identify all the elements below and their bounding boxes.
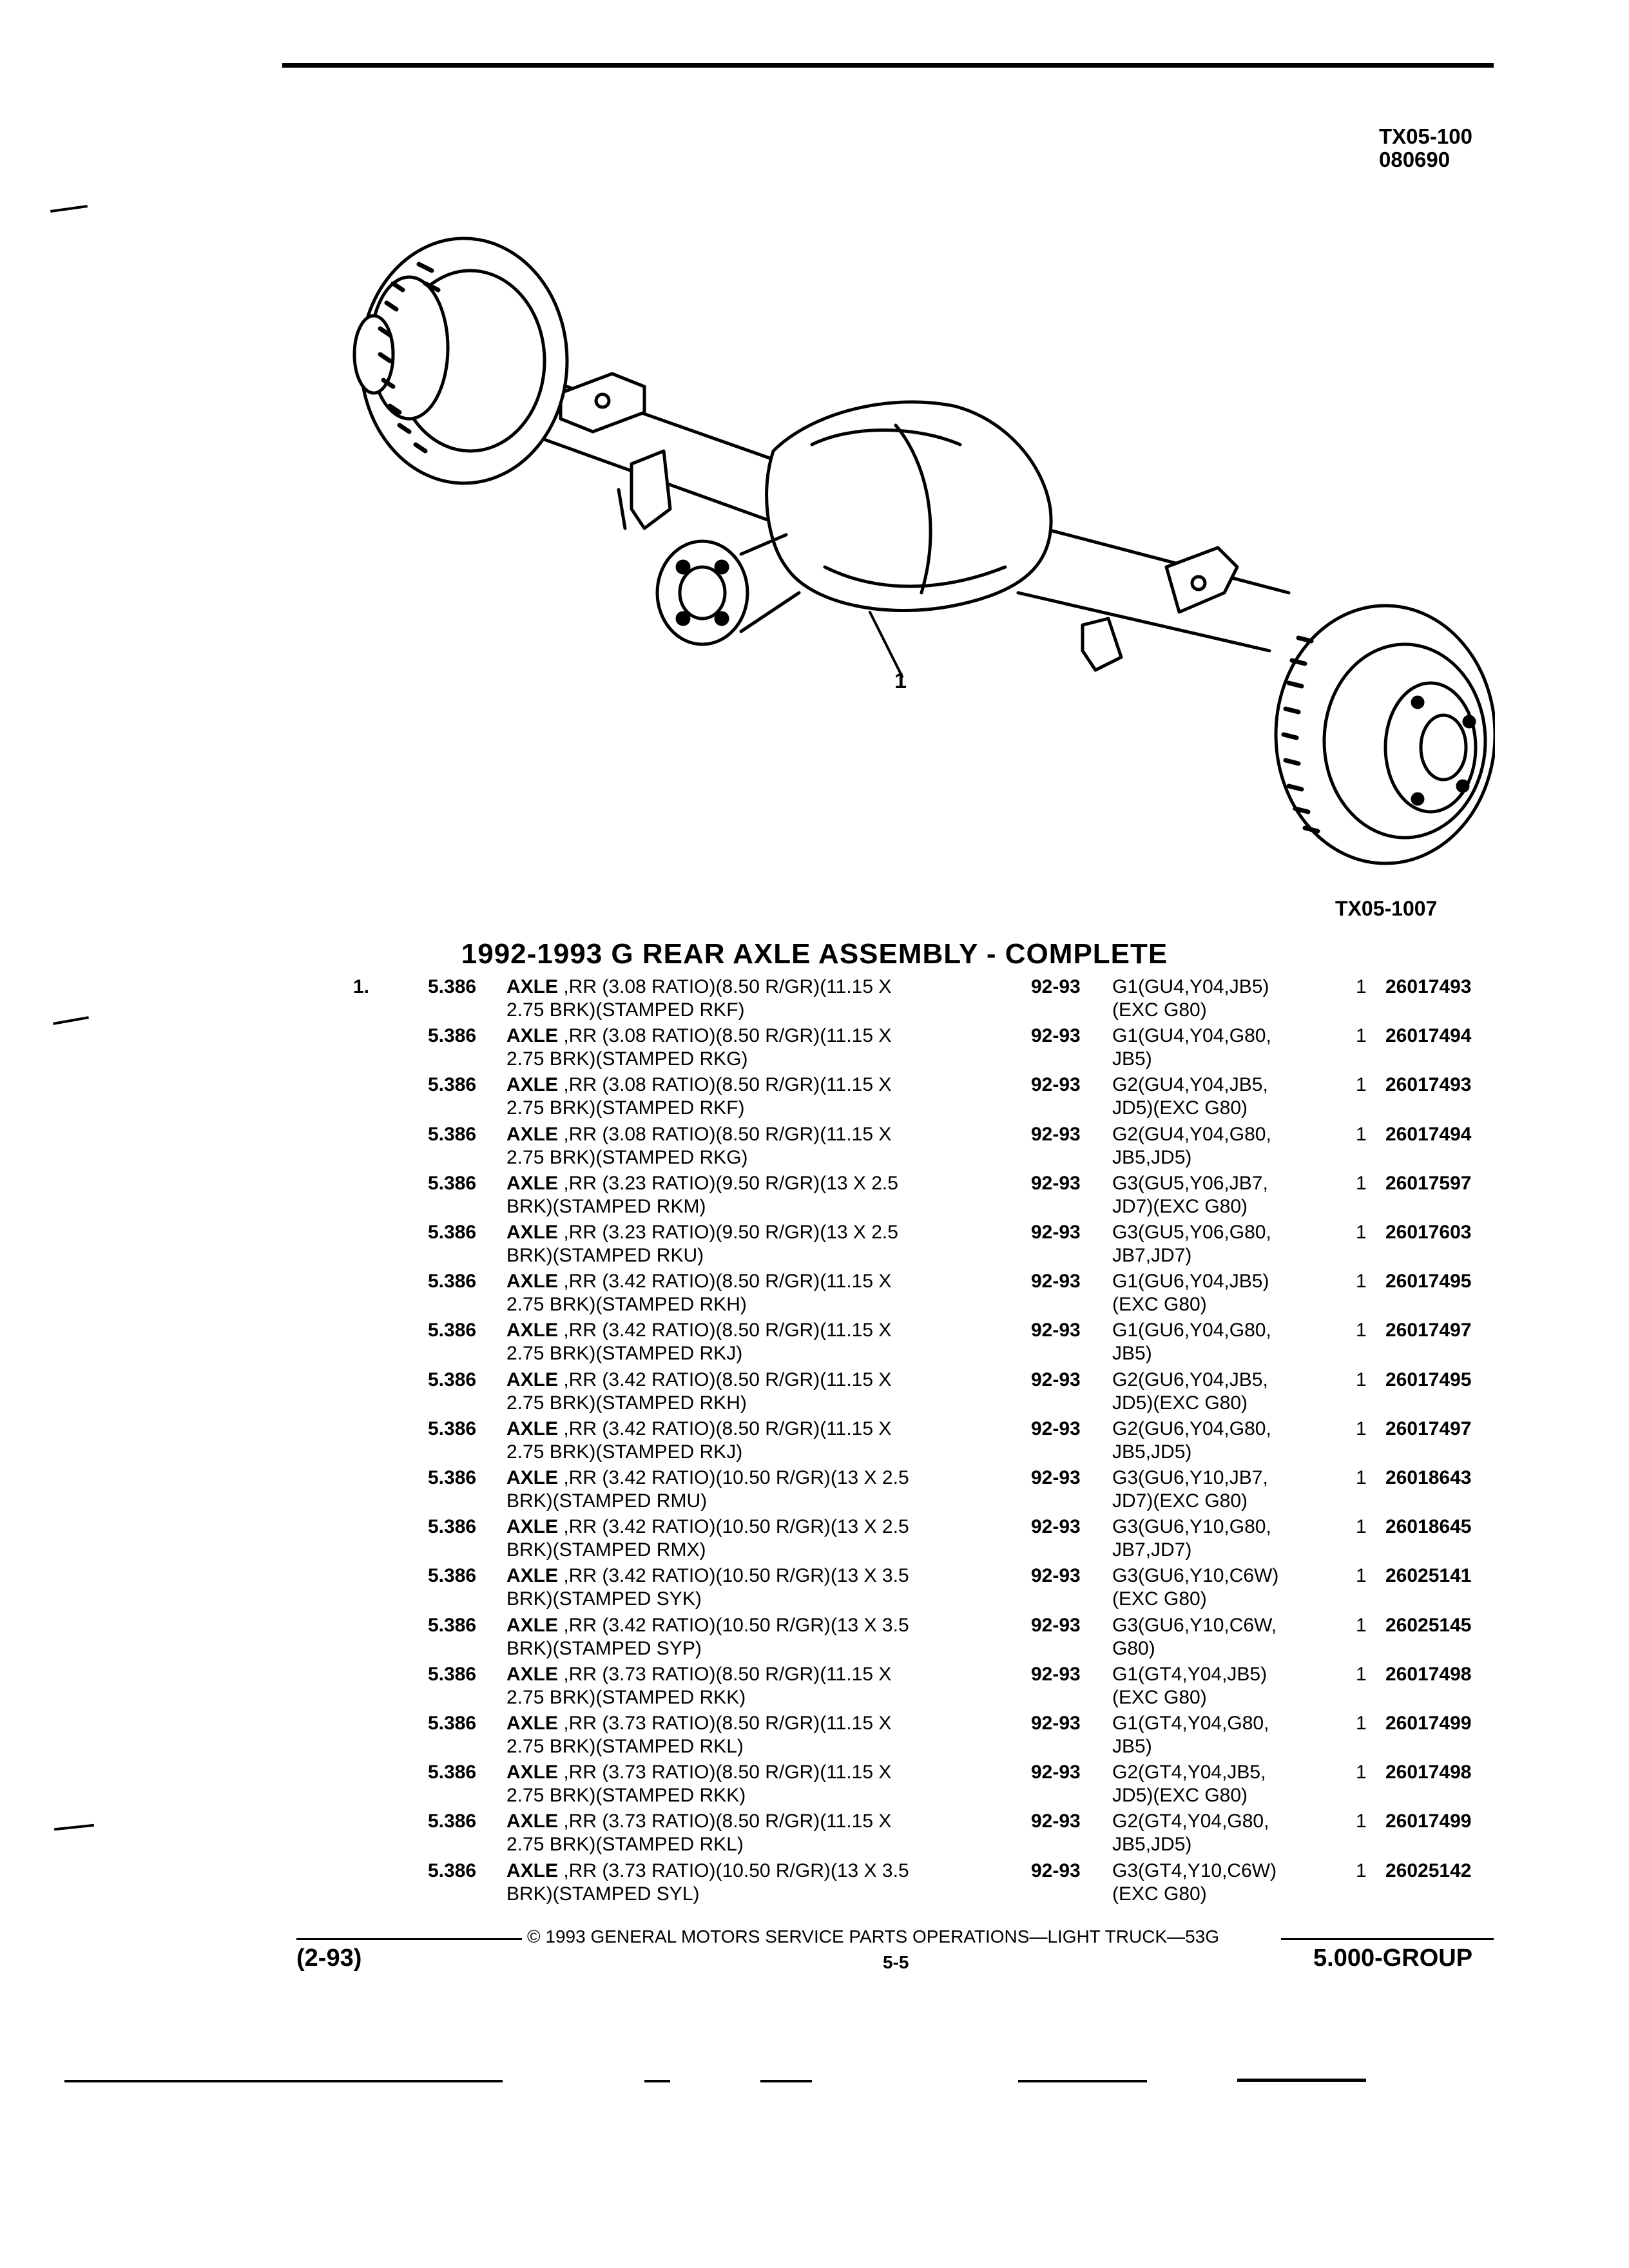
group-number: 5.386 [428, 1025, 477, 1047]
group-number: 5.386 [428, 1565, 477, 1587]
part-number: 26018643 [1385, 1467, 1472, 1488]
figure-id: TX05-1007 [1335, 897, 1438, 920]
usage-line-2: JB5,JD5) [1112, 1146, 1192, 1168]
usage-line-1: G2(GU4,Y04,G80, [1112, 1123, 1271, 1145]
model-years: 92-93 [1031, 976, 1081, 997]
part-number: 26017495 [1385, 1271, 1472, 1293]
model-years: 92-93 [1031, 1860, 1081, 1881]
usage-line-1: G2(GU6,Y04,JB5, [1112, 1369, 1268, 1390]
parts-row [0, 1172, 1629, 1221]
part-description [506, 1270, 1009, 1293]
parts-row [0, 975, 1629, 1024]
usage-line-2: JB7,JD7) [1112, 1539, 1192, 1561]
description-line-1: ,RR (3.08 RATIO)(8.50 R/GR)(11.15 X [558, 1123, 892, 1145]
description-line-2: BRK)(STAMPED SYL) [506, 1883, 700, 1905]
usage-line-1: G1(GT4,Y04,G80, [1112, 1713, 1269, 1734]
usage-line-1: G1(GU6,Y04,JB5) [1112, 1271, 1269, 1293]
quantity: 1 [1356, 1025, 1367, 1047]
bottom-rule [1018, 2080, 1147, 2082]
model-years: 92-93 [1031, 1222, 1081, 1243]
date-code: (2-93) [296, 1945, 362, 1972]
part-description [506, 1614, 1009, 1637]
description-line-1: ,RR (3.08 RATIO)(8.50 R/GR)(11.15 X [558, 976, 892, 997]
part-name: AXLE [506, 1172, 559, 1194]
usage-line-1: G1(GU4,Y04,JB5) [1112, 976, 1269, 997]
group-number: 5.386 [428, 1516, 477, 1538]
part-name: AXLE [506, 1811, 559, 1832]
group-label: 5.000-GROUP [1313, 1945, 1473, 1972]
part-number: 26017495 [1385, 1369, 1472, 1390]
group-number: 5.386 [428, 1467, 477, 1488]
usage-line-2: (EXC G80) [1112, 1294, 1207, 1316]
description-line-2: 2.75 BRK)(STAMPED RKH) [506, 1294, 747, 1316]
quantity: 1 [1356, 1713, 1367, 1734]
quantity: 1 [1356, 1123, 1367, 1145]
margin-mark [50, 205, 88, 213]
part-name: AXLE [506, 1614, 559, 1636]
part-name: AXLE [506, 976, 559, 997]
quantity: 1 [1356, 1811, 1367, 1832]
usage-line-2: JB7,JD7) [1112, 1245, 1192, 1266]
description-line-1: ,RR (3.42 RATIO)(8.50 R/GR)(11.15 X [558, 1320, 892, 1341]
part-name: AXLE [506, 1418, 559, 1439]
top-rule [282, 63, 1494, 68]
quantity: 1 [1356, 1172, 1367, 1194]
description-line-2: 2.75 BRK)(STAMPED RKJ) [506, 1441, 743, 1463]
usage-line-1: G2(GU4,Y04,JB5, [1112, 1074, 1268, 1096]
group-number: 5.386 [428, 1074, 477, 1096]
model-years: 92-93 [1031, 1074, 1081, 1096]
description-line-1: ,RR (3.73 RATIO)(8.50 R/GR)(11.15 X [558, 1663, 892, 1685]
group-number: 5.386 [428, 1811, 477, 1832]
part-description [506, 1172, 1009, 1195]
quantity: 1 [1356, 1074, 1367, 1096]
model-years: 92-93 [1031, 1172, 1081, 1194]
part-name: AXLE [506, 1025, 559, 1047]
footer-right-rule [1281, 1938, 1494, 1940]
quantity: 1 [1356, 1467, 1367, 1488]
description-line-1: ,RR (3.08 RATIO)(8.50 R/GR)(11.15 X [558, 1025, 892, 1047]
description-line-1: ,RR (3.42 RATIO)(8.50 R/GR)(11.15 X [558, 1271, 892, 1293]
parts-row [0, 1515, 1629, 1564]
group-number: 5.386 [428, 1172, 477, 1194]
description-line-1: ,RR (3.42 RATIO)(10.50 R/GR)(13 X 2.5 [558, 1516, 909, 1538]
parts-row [0, 1860, 1629, 1908]
group-number: 5.386 [428, 1418, 477, 1439]
part-name: AXLE [506, 1320, 559, 1341]
part-number: 26017493 [1385, 976, 1472, 997]
model-years: 92-93 [1031, 1271, 1081, 1293]
usage-line-1: G1(GU4,Y04,G80, [1112, 1025, 1271, 1047]
description-line-1: ,RR (3.42 RATIO)(10.50 R/GR)(13 X 3.5 [558, 1565, 909, 1587]
part-description [506, 1221, 1009, 1244]
model-years: 92-93 [1031, 1418, 1081, 1439]
quantity: 1 [1356, 1516, 1367, 1538]
usage-line-1: G1(GU6,Y04,G80, [1112, 1320, 1271, 1341]
part-number: 26017493 [1385, 1074, 1472, 1096]
parts-row [0, 1024, 1629, 1073]
usage-line-1: G3(GU6,Y10,C6W, [1112, 1614, 1277, 1636]
part-description [506, 1761, 1009, 1784]
usage-line-1: G3(GU6,Y10,G80, [1112, 1516, 1271, 1538]
usage-line-1: G2(GU6,Y04,G80, [1112, 1418, 1271, 1439]
description-line-1: ,RR (3.73 RATIO)(8.50 R/GR)(11.15 X [558, 1811, 892, 1832]
part-name: AXLE [506, 1762, 559, 1783]
part-name: AXLE [506, 1222, 559, 1243]
part-name: AXLE [506, 1467, 559, 1488]
model-years: 92-93 [1031, 1516, 1081, 1538]
parts-row [0, 1810, 1629, 1859]
description-line-1: ,RR (3.23 RATIO)(9.50 R/GR)(13 X 2.5 [558, 1172, 898, 1194]
part-number: 26025145 [1385, 1614, 1472, 1636]
description-line-1: ,RR (3.23 RATIO)(9.50 R/GR)(13 X 2.5 [558, 1222, 898, 1243]
model-years: 92-93 [1031, 1663, 1081, 1685]
part-name: AXLE [506, 1663, 559, 1685]
description-line-2: 2.75 BRK)(STAMPED RKL) [506, 1834, 744, 1856]
part-name: AXLE [506, 1860, 559, 1881]
description-line-2: BRK)(STAMPED RMX) [506, 1539, 706, 1561]
bottom-rule [760, 2080, 812, 2082]
description-line-2: BRK)(STAMPED RKU) [506, 1245, 704, 1266]
parts-row [0, 1663, 1629, 1712]
description-line-1: ,RR (3.42 RATIO)(8.50 R/GR)(11.15 X [558, 1418, 892, 1439]
part-name: AXLE [506, 1123, 559, 1145]
description-line-2: 2.75 BRK)(STAMPED RKH) [506, 1392, 747, 1414]
parts-row [0, 1319, 1629, 1368]
quantity: 1 [1356, 1762, 1367, 1783]
group-number: 5.386 [428, 1614, 477, 1636]
parts-row [0, 1123, 1629, 1172]
model-years: 92-93 [1031, 1025, 1081, 1047]
description-line-2: 2.75 BRK)(STAMPED RKJ) [506, 1343, 743, 1365]
part-number: 26017603 [1385, 1222, 1472, 1243]
model-years: 92-93 [1031, 1123, 1081, 1145]
usage-line-2: (EXC G80) [1112, 1588, 1207, 1610]
part-description [506, 1024, 1009, 1048]
usage-line-1: G2(GT4,Y04,JB5, [1112, 1762, 1266, 1783]
part-number: 26018645 [1385, 1516, 1472, 1538]
group-number: 5.386 [428, 1369, 477, 1390]
part-description [506, 1564, 1009, 1588]
figure-date: 080690 [1379, 148, 1451, 171]
description-line-1: ,RR (3.42 RATIO)(8.50 R/GR)(11.15 X [558, 1369, 892, 1390]
usage-line-1: G1(GT4,Y04,JB5) [1112, 1663, 1268, 1685]
group-number: 5.386 [428, 1713, 477, 1734]
description-line-1: ,RR (3.73 RATIO)(8.50 R/GR)(11.15 X [558, 1762, 892, 1783]
part-name: AXLE [506, 1565, 559, 1587]
description-line-1: ,RR (3.73 RATIO)(8.50 R/GR)(11.15 X [558, 1713, 892, 1734]
quantity: 1 [1356, 1418, 1367, 1439]
usage-line-2: JB5,JD5) [1112, 1441, 1192, 1463]
description-line-2: BRK)(STAMPED SYK) [506, 1588, 702, 1610]
group-number: 5.386 [428, 1320, 477, 1341]
part-number: 26017499 [1385, 1713, 1472, 1734]
usage-line-1: G3(GT4,Y10,C6W) [1112, 1860, 1277, 1881]
model-years: 92-93 [1031, 1320, 1081, 1341]
quantity: 1 [1356, 1271, 1367, 1293]
description-line-2: 2.75 BRK)(STAMPED RKG) [506, 1146, 748, 1168]
parts-row [0, 1418, 1629, 1466]
description-line-2: 2.75 BRK)(STAMPED RKK) [506, 1686, 746, 1708]
item-ref: 1. [353, 976, 370, 997]
quantity: 1 [1356, 1369, 1367, 1390]
usage-line-2: JD7)(EXC G80) [1112, 1195, 1248, 1217]
usage-line-1: G3(GU5,Y06,G80, [1112, 1222, 1271, 1243]
part-description [506, 1466, 1009, 1490]
usage-line-1: G3(GU6,Y10,C6W) [1112, 1565, 1279, 1587]
part-number: 26017498 [1385, 1762, 1472, 1783]
parts-row [0, 1614, 1629, 1663]
callout-number: 1 [894, 669, 907, 693]
group-number: 5.386 [428, 976, 477, 997]
quantity: 1 [1356, 1320, 1367, 1341]
part-description [506, 1418, 1009, 1441]
description-line-2: 2.75 BRK)(STAMPED RKL) [506, 1736, 744, 1757]
usage-line-2: JD5)(EXC G80) [1112, 1785, 1248, 1807]
usage-line-2: JD5)(EXC G80) [1112, 1392, 1248, 1414]
page-number: 5-5 [883, 1952, 909, 1972]
parts-row [0, 1564, 1629, 1613]
part-description [506, 1712, 1009, 1735]
usage-line-2: (EXC G80) [1112, 1686, 1207, 1708]
part-description [506, 1515, 1009, 1539]
description-line-2: BRK)(STAMPED SYP) [506, 1637, 702, 1659]
usage-line-2: (EXC G80) [1112, 999, 1207, 1021]
usage-line-2: G80) [1112, 1637, 1155, 1659]
quantity: 1 [1356, 976, 1367, 997]
model-years: 92-93 [1031, 1713, 1081, 1734]
quantity: 1 [1356, 1663, 1367, 1685]
description-line-1: ,RR (3.08 RATIO)(8.50 R/GR)(11.15 X [558, 1074, 892, 1096]
usage-line-1: G3(GU6,Y10,JB7, [1112, 1467, 1268, 1488]
description-line-1: ,RR (3.42 RATIO)(10.50 R/GR)(13 X 2.5 [558, 1467, 909, 1488]
description-line-1: ,RR (3.42 RATIO)(10.50 R/GR)(13 X 3.5 [558, 1614, 909, 1636]
figure-code: TX05-100 [1379, 124, 1472, 148]
usage-line-2: JB5) [1112, 1343, 1152, 1365]
part-number: 26025142 [1385, 1860, 1472, 1881]
part-number: 26017497 [1385, 1320, 1472, 1341]
part-number: 26017497 [1385, 1418, 1472, 1439]
parts-row [0, 1270, 1629, 1319]
rear-axle-illustration [322, 232, 1495, 876]
model-years: 92-93 [1031, 1614, 1081, 1636]
part-description [506, 1860, 1009, 1883]
model-years: 92-93 [1031, 1565, 1081, 1587]
part-description [506, 975, 1009, 999]
model-years: 92-93 [1031, 1762, 1081, 1783]
part-name: AXLE [506, 1369, 559, 1390]
part-number: 26025141 [1385, 1565, 1472, 1587]
part-number: 26017597 [1385, 1172, 1472, 1194]
group-number: 5.386 [428, 1222, 477, 1243]
usage-line-1: G2(GT4,Y04,G80, [1112, 1811, 1269, 1832]
parts-row [0, 1369, 1629, 1418]
usage-line-2: JD7)(EXC G80) [1112, 1490, 1248, 1512]
description-line-2: 2.75 BRK)(STAMPED RKK) [506, 1785, 746, 1807]
part-name: AXLE [506, 1516, 559, 1538]
part-description [506, 1663, 1009, 1686]
quantity: 1 [1356, 1565, 1367, 1587]
group-number: 5.386 [428, 1860, 477, 1881]
footer-left-rule [296, 1938, 522, 1940]
section-title: 1992-1993 G REAR AXLE ASSEMBLY - COMPLETE [461, 938, 1168, 970]
usage-line-2: JB5) [1112, 1736, 1152, 1757]
description-line-2: 2.75 BRK)(STAMPED RKF) [506, 999, 745, 1021]
bottom-rule [64, 2080, 503, 2082]
usage-line-2: JB5,JD5) [1112, 1834, 1192, 1856]
part-description [506, 1810, 1009, 1833]
description-line-2: BRK)(STAMPED RKM) [506, 1195, 706, 1217]
part-number: 26017494 [1385, 1025, 1472, 1047]
description-line-2: 2.75 BRK)(STAMPED RKG) [506, 1048, 748, 1070]
model-years: 92-93 [1031, 1811, 1081, 1832]
part-number: 26017494 [1385, 1123, 1472, 1145]
part-name: AXLE [506, 1074, 559, 1096]
usage-line-2: (EXC G80) [1112, 1883, 1207, 1905]
part-description [506, 1073, 1009, 1097]
bottom-rule [644, 2080, 670, 2082]
parts-row [0, 1712, 1629, 1761]
description-line-2: BRK)(STAMPED RMU) [506, 1490, 708, 1512]
part-number: 26017499 [1385, 1811, 1472, 1832]
usage-line-1: G3(GU5,Y06,JB7, [1112, 1172, 1268, 1194]
model-years: 92-93 [1031, 1369, 1081, 1390]
quantity: 1 [1356, 1860, 1367, 1881]
group-number: 5.386 [428, 1123, 477, 1145]
group-number: 5.386 [428, 1271, 477, 1293]
parts-row [0, 1761, 1629, 1810]
part-description [506, 1319, 1009, 1342]
part-name: AXLE [506, 1271, 559, 1293]
usage-line-2: JD5)(EXC G80) [1112, 1097, 1248, 1119]
parts-row [0, 1466, 1629, 1515]
model-years: 92-93 [1031, 1467, 1081, 1488]
part-name: AXLE [506, 1713, 559, 1734]
usage-line-2: JB5) [1112, 1048, 1152, 1070]
bottom-rule [1237, 2079, 1366, 2082]
parts-row [0, 1073, 1629, 1122]
description-line-1: ,RR (3.73 RATIO)(10.50 R/GR)(13 X 3.5 [558, 1860, 909, 1881]
parts-row [0, 1221, 1629, 1270]
part-description [506, 1369, 1009, 1392]
group-number: 5.386 [428, 1663, 477, 1685]
copyright-text: © 1993 GENERAL MOTORS SERVICE PARTS OPERATIONS—LIGHT TRUCK—53G [527, 1927, 1220, 1946]
part-number: 26017498 [1385, 1663, 1472, 1685]
quantity: 1 [1356, 1614, 1367, 1636]
quantity: 1 [1356, 1222, 1367, 1243]
group-number: 5.386 [428, 1762, 477, 1783]
part-description [506, 1123, 1009, 1146]
description-line-2: 2.75 BRK)(STAMPED RKF) [506, 1097, 745, 1119]
